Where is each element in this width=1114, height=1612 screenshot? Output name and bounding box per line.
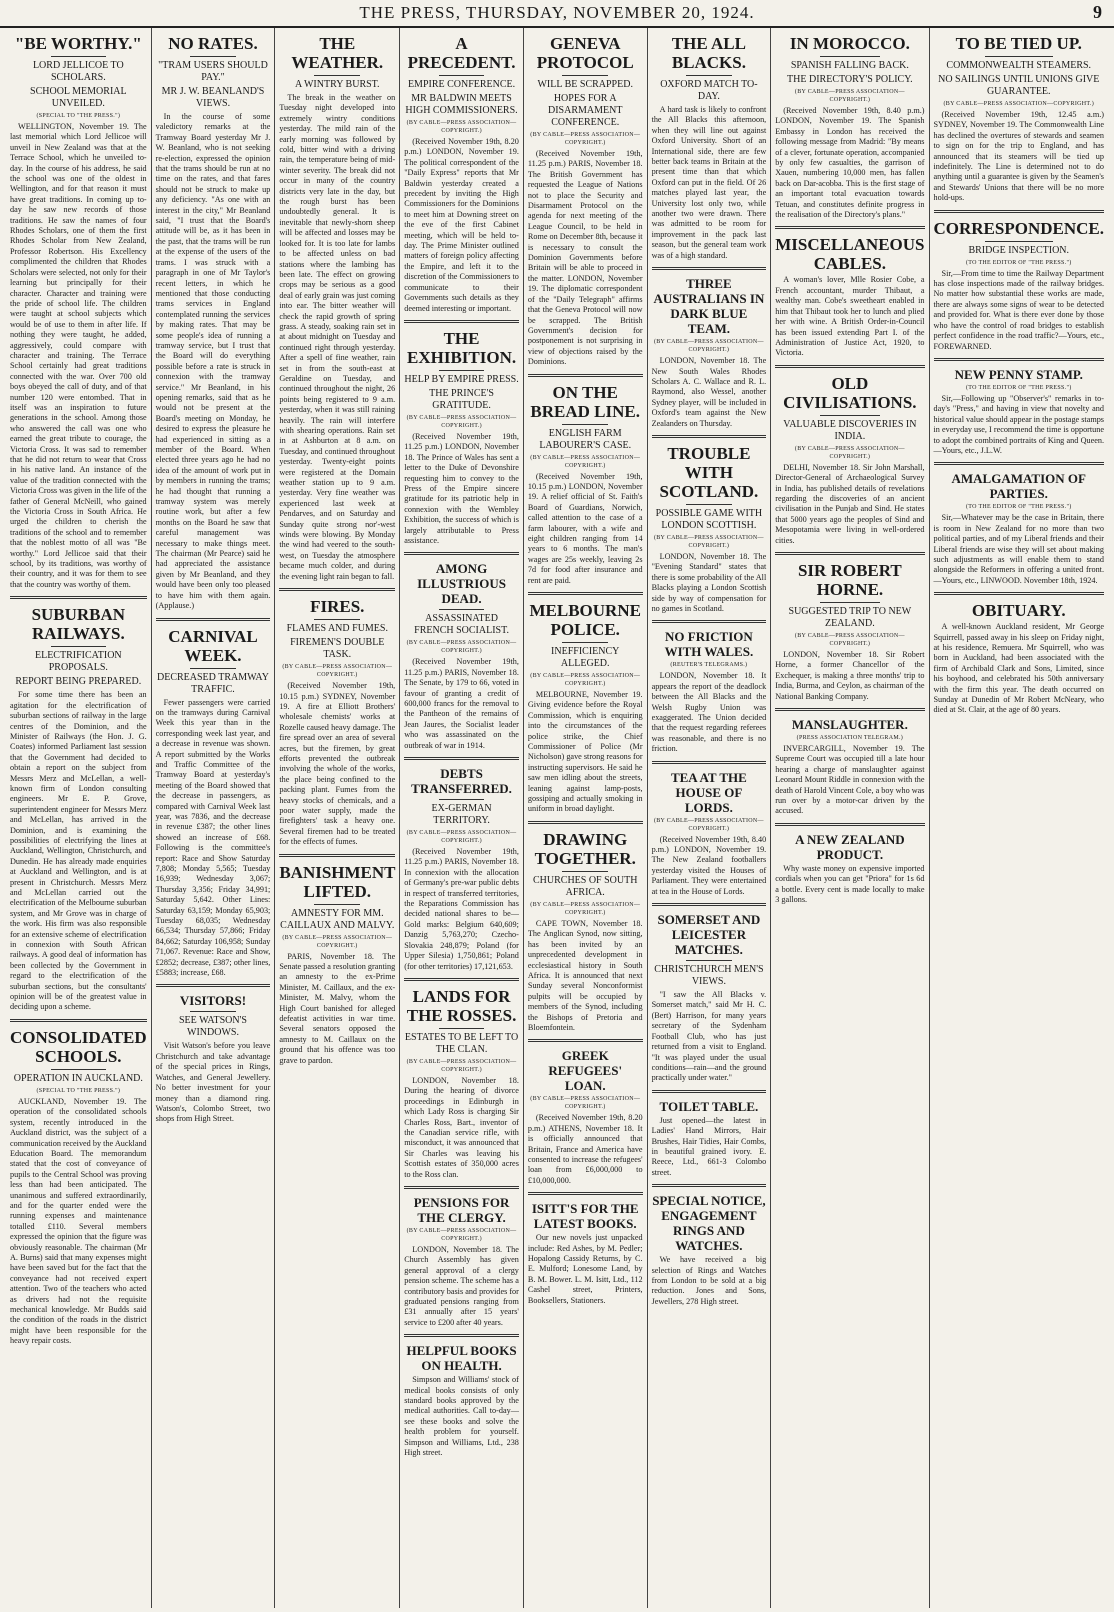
article bbox=[156, 993, 271, 1124]
headline-rule bbox=[985, 56, 1053, 57]
article bbox=[934, 219, 1105, 352]
article-body: LONDON, November 18. During the hearing of divorce proceedings in Edinburgh in which Lady Ross is charging Sir Charles Ross, Bart., inventor of the Canadian service rifle, with misconduct, it was announced that Sir Charles was leaving his Scottish estates of 350,000 acres to the Ross clan. bbox=[404, 1075, 519, 1179]
article bbox=[775, 34, 924, 220]
article-headline: SOMERSET AND LEICESTER MATCHES. bbox=[657, 912, 761, 958]
article-headline: NO RATES. bbox=[168, 34, 258, 53]
article bbox=[528, 1201, 643, 1306]
article-divider bbox=[528, 374, 643, 377]
article-body: LONDON, November 18. The "Evening Standard" states that there is some probability of the All Blacks playing a London Scottish side by way of compensation for no games in Scotland. bbox=[651, 551, 767, 613]
article-credit-line: (REUTER'S TELEGRAMS.) bbox=[670, 662, 748, 669]
article-headline: MELBOURNE POLICE. bbox=[529, 601, 641, 639]
article-subheading: ASSASSINATED FRENCH SOCIALIST. bbox=[414, 613, 509, 637]
article-headline: OBITUARY. bbox=[971, 601, 1066, 621]
article-headline: VISITORS! bbox=[179, 993, 247, 1009]
article-credit-line: (BY CABLE—PRESS ASSOCIATION—COPYRIGHT.) bbox=[530, 1096, 641, 1111]
article-headline: A NEW ZEALAND PRODUCT. bbox=[795, 831, 905, 862]
article-subheading-secondary: NO SAILINGS UNTIL UNIONS GIVE GUARANTEE. bbox=[938, 74, 1100, 97]
article-body: PARIS, November 18. The Senate passed a resolution granting an amnesty to the ex-Prime Minister, M. Caillaux, and the ex-Minister, M. Malvy, whom the High Court banished for alleged defeatist activities in war time. Several senators opposed the amnesty to M. Caillaux on the ground that his offence was too grave to pardon. bbox=[279, 951, 396, 1065]
article-body: Why waste money on expensive imported cordials when you can get "Priora" for 1s 6d a bottle. Every cent is made locally to make 3 gallons. bbox=[775, 863, 925, 905]
article-headline: "BE WORTHY." bbox=[14, 34, 142, 53]
headline-rule bbox=[51, 646, 106, 647]
article-divider bbox=[279, 588, 395, 591]
headline-rule bbox=[439, 1028, 485, 1029]
article bbox=[652, 276, 767, 429]
article-subheading: ESTATES TO BE LEFT TO THE CLAN. bbox=[404, 1031, 519, 1055]
article-credit-line: (SPECIAL TO "THE PRESS.") bbox=[36, 113, 121, 119]
article-divider bbox=[775, 708, 924, 711]
headline-rule bbox=[314, 619, 360, 620]
article-body: In the course of some valedictory remarks at the Tramway Board yesterday Mr J. W. Beanland, who is not seeking re-election, expressed the opinion that the trams should be run at no time on the rates, and that fares should not be struck to make up any deficiency. "As one with an interest in the city," Mr Beanland said, "I trust that the Board's attitude will be, as it has been in the past, that the trams will be run at the expense of the users of the trams. I was struck with a paragraph in one of Mr Taylor's recent letters, in which he mentioned that those conducting trams services in England contemplated running the services by making rates. That may be some people's idea of running a tramway service, but I trust that the Board will do everything possible before a rate is struck in connexion with the tramway service." Mr Beanland, in his opening remarks, said that as he would not be present at the Board's meeting on Monday, he desired to express the pleasure he had experienced in sitting as a member of the Board. When elected three years ago he had no idea of the amount of work put in by members in running the trams; he had thought that running a tramway system was merely routine work, but after a few months on the Board he saw that careful management was necessary to make things meet. The chairman (Mr Pearce) said he had appreciated the assistance given by Mr Beanland, and they would have been only too pleased to have him with them again. (Applause.) bbox=[155, 112, 271, 611]
article-subheading: AMNESTY FOR MM. CAILLAUX AND MALVY. bbox=[280, 907, 395, 931]
newspaper-columns bbox=[6, 28, 1108, 1608]
article-body: (Received November 19th, 8.40 p.m.) LONDON, November 19. The Spanish Embassy in London has received the following message from Madrid: "By means of a clever, fortunate operation, accompanied by only few casualties, the garrison of Xauen, numbering 10,000 men, has fallen back on Dar-acobba. This is the first stage of an important total evacuation towards Tetuan, and constitutes definite progress in the realisation of the Directory's plans." bbox=[775, 106, 925, 220]
article-divider bbox=[404, 1334, 519, 1337]
article-subheading: POSSIBLE GAME WITH LONDON SCOTTISH. bbox=[655, 507, 763, 531]
article-credit-line: (PRESS ASSOCIATION TELEGRAM.) bbox=[796, 735, 904, 741]
article bbox=[775, 374, 924, 546]
article-divider bbox=[934, 210, 1105, 213]
article-headline: AMALGAMATION OF PARTIES. bbox=[951, 471, 1086, 502]
article-headline: MANSLAUGHTER. bbox=[791, 717, 908, 732]
article-headline: TEA AT THE HOUSE OF LORDS. bbox=[670, 769, 747, 815]
article-headline: GREEK REFUGEES' LOAN. bbox=[548, 1048, 623, 1094]
article bbox=[652, 34, 767, 261]
article-subheading: LORD JELLICOE TO SCHOLARS. bbox=[32, 60, 124, 83]
article-divider bbox=[10, 596, 147, 599]
article-body: Sir,—From time to time the Railway Department has close inspections made of the railway bridges. No matter how substantial these works are made, there are always some signs of wear to be detected and provided for. What is there ever done by those who have the control of road bridges to establish perfect confidence in the road traffic?—Yours, etc., FOREWARNED. bbox=[933, 268, 1104, 351]
article bbox=[279, 863, 395, 1066]
article-credit-line: (BY CABLE—PRESS ASSOCIATION—COPYRIGHT.) bbox=[794, 89, 905, 103]
article bbox=[156, 34, 271, 612]
article bbox=[404, 1195, 519, 1328]
article-body: (Received November 19th, 11.25 p.m.) PARIS, November 18. The Senate, by 179 to 66, voted in favour of granting a credit of 600,000 francs for the removal to the Pantheon of the remains of Jean Jaures, the Socialist leader who was assassinated on the outbreak of war in 1914. bbox=[404, 657, 519, 750]
article-body: Sir,—Whatever may be the case in Britain, there is room in New Zealand for no more than two political parties, and of my Liberal friends and their Liberal friends are wise they will set about making such adjustments as will enable them to stand alongside the Reformers in offering a united front.—Yours, etc., LINWOOD. November 18th, 1924. bbox=[933, 513, 1104, 585]
headline-rule bbox=[439, 75, 485, 76]
article-divider bbox=[404, 1186, 519, 1189]
headline-rule bbox=[190, 1011, 236, 1012]
article-subheading: SEE WATSON'S WINDOWS. bbox=[178, 1015, 247, 1039]
column-7 bbox=[771, 28, 929, 1608]
headline-rule bbox=[439, 609, 485, 610]
article-body: Visit Watson's before you leave Christchurch and take advantage of the special prices in Rings, Watches, and General Jewellery. No better investment for your money than a diamond ring. Watson's, Colombo Street, two shops from High Street. bbox=[155, 1041, 271, 1124]
headline-rule bbox=[314, 75, 360, 76]
headline-rule bbox=[562, 424, 608, 425]
article bbox=[652, 629, 767, 754]
article-body: (Received November 19th, 12.45 a.m.) SYDNEY, November 19. The Commonwealth Line has declined the overtures of stewards and seamen to sign on for the trip to England, and has announced that its steamers will be tied up indefinitely. The Line is determined not to do anything until a guarantee is given by the Seamen's and Stewards' Unions that there will be no more hold-ups. bbox=[933, 110, 1104, 203]
article-divider bbox=[528, 592, 643, 595]
column-3 bbox=[275, 28, 400, 1608]
article-headline: OLD CIVILISATIONS. bbox=[783, 373, 917, 412]
article-subheading: COMMONWEALTH STEAMERS. bbox=[946, 60, 1092, 71]
article-subheading: A WINTRY BURST. bbox=[295, 79, 380, 90]
article-divider bbox=[775, 365, 924, 368]
article-divider bbox=[404, 757, 519, 760]
article-headline: LANDS FOR THE ROSSES. bbox=[406, 986, 517, 1025]
headline-rule bbox=[820, 56, 880, 57]
article-headline: BANISHMENT LIFTED. bbox=[279, 862, 396, 901]
article-credit-line: (BY CABLE—PRESS ASSOCIATION—COPYRIGHT.) bbox=[530, 673, 641, 687]
article-subheading: WILL BE SCRAPPED. bbox=[537, 79, 633, 90]
article bbox=[404, 1343, 519, 1458]
article-body: We have received a big selection of Rings and Watches from London to be sold at a big reduction. Jones and Sons, Jewellers, 278 High street. bbox=[651, 1255, 767, 1306]
article-credit-line: (BY CABLE—PRESS ASSOCIATION—COPYRIGHT.) bbox=[282, 664, 393, 679]
article-divider bbox=[10, 1019, 147, 1022]
article-divider bbox=[652, 1090, 767, 1093]
article-headline: CONSOLIDATED SCHOOLS. bbox=[10, 1027, 147, 1066]
article bbox=[279, 34, 395, 582]
headline-rule bbox=[51, 1069, 106, 1070]
article-body: AUCKLAND, November 19. The operation of the consolidated schools system, recently introduced in the Auckland district, was the subject of a communication received by the Auckland Education Board. The memorandum stated that the cost of conveyance of pupils to the Central School was proving less than had been anticipated. The unanimous and suffered extraordinarily, and for the quarter ended were the running expenses and maintenance totalled £110. Several members expressed the opinion that the figure was obviously reasonable. The chairman (Mr A. Burns) said that many expenses might have been saved but for the fact that the conveyance had not received expert attention. Two of the teachers who acted as drivers had not the requisite mechanical knowledge. Mr Budds said the condition of the roads in the district might have been responsible for the heavy repair costs. bbox=[10, 1096, 147, 1346]
article-credit-line: (BY CABLE—PRESS ASSOCIATION—COPYRIGHT.) bbox=[406, 414, 517, 429]
article-headline: THE EXHIBITION. bbox=[406, 328, 517, 367]
article-headline: GENEVA PROTOCOL bbox=[536, 34, 634, 72]
article-subheading: EX-GERMAN TERRITORY. bbox=[431, 803, 492, 827]
article bbox=[528, 830, 643, 1033]
article-headline: THE WEATHER. bbox=[291, 34, 384, 72]
article-divider bbox=[528, 1039, 643, 1042]
article-body: MELBOURNE, November 19. Giving evidence before the Royal Commission, which is enquiring into the circumstances of the police strike, the Chief Commissioner of Police (Mr Nicholson) gave strong reasons for instructing supervisors. He said he saw men idling about the streets, leaning against lamp-posts, gossiping and actually smoking in uniform in broad daylight. bbox=[527, 690, 643, 814]
article-divider bbox=[404, 552, 519, 555]
article-headline: SIR ROBERT HORNE. bbox=[797, 560, 902, 599]
article-credit-line: (BY CABLE—PRESS ASSOCIATION—COPYRIGHT.) bbox=[943, 101, 1095, 107]
article bbox=[652, 444, 767, 614]
article-body: Sir,—Following up "Observer's" remarks in to-day's "Press," and having in view that novelty and historical value should appear in the postage stamps in everyday use, I recommend the time is opportune to adopt the combined portraits of King and Queen.—Yours, etc., J.L.W. bbox=[933, 393, 1104, 455]
article-divider bbox=[934, 592, 1105, 595]
article-headline: FIRES. bbox=[310, 597, 365, 617]
article-body: LONDON, November 18. It appears the report of the deadlock between the All Blacks and the Welsh Rugby Union was exaggerated. The Union decided that the request regarding referees was reasonable, and there is no friction. bbox=[651, 671, 767, 754]
page-number: 9 bbox=[1093, 2, 1102, 22]
article-divider bbox=[652, 1184, 767, 1187]
article-divider bbox=[652, 903, 767, 906]
article-body: (Received November 19th, 8.40 p.m.) LONDON, November 19. The New Zealand footballers yesterday visited the Houses of Parliament. They were entertained at tea in the House of Lords. bbox=[651, 834, 767, 896]
article bbox=[934, 471, 1105, 586]
article-subheading: EMPIRE CONFERENCE. bbox=[407, 79, 516, 90]
article bbox=[404, 766, 519, 972]
column-4 bbox=[400, 28, 524, 1608]
article-headline: CARNIVAL WEEK. bbox=[168, 626, 258, 665]
article-divider bbox=[279, 854, 395, 857]
headline-rule bbox=[562, 642, 608, 643]
article-headline: IN MOROCCO. bbox=[789, 34, 910, 53]
article-divider bbox=[652, 267, 767, 270]
article-divider bbox=[934, 358, 1105, 361]
article-headline: TO BE TIED UP. bbox=[955, 34, 1082, 53]
article-divider bbox=[775, 226, 924, 229]
article-subheading-secondary: MR BALDWIN MEETS HIGH COMMISSIONERS. bbox=[405, 93, 518, 116]
article-headline: ON THE BREAD LINE. bbox=[530, 382, 641, 421]
article-credit-line: (BY CABLE—PRESS ASSOCIATION—COPYRIGHT.) bbox=[530, 132, 641, 146]
article bbox=[652, 912, 767, 1084]
article-body: WELLINGTON, November 19. The last memorial which Lord Jellicoe will unveil in New Zealand was that at the Terrace School, which he unveiled to-day. In the course of his address, he said the school was one of the oldest in Wellington, and for that reason it must have great traditions. In coming up to-day he saw new records of those traditions. He saw the names of four Rhodes Scholars, one of them the first Rhodes Scholar from New Zealand, Professor Robertson. His Excellency complimented the children that Rhodes Scholars were selected, not only for their learning but principally for their character. Character and training were the pride of school life. The children were taught at school subjects which would be of use to them in after life. If nothing they were taught, he added, aggressively, could compare with character and training. The Terrace School certainly had great traditions connected with the war. Over 700 old boys obeyed the call of duty, and of that number 120 were entombed. That in itself was an inspiration to future generations in the school. Among those who answered the call was one who earned the great tribute to courage, the Victoria Cross. It was sad to remember that he did not return to wear that Cross in his native land. An instance of the value of the tradition connected with the Victoria Cross was given in the life of the father of General McNeill, who gained the Victoria Cross in South Africa. He urged the children to cherish the traditions of the school and to remember that the noblest motto of all was "Be worthy." Lord Jellicoe said that their school, by its traditions, was worthy of their country, and it was for them to see that the country was worthy of them. bbox=[10, 122, 147, 589]
headline-rule bbox=[51, 56, 106, 57]
article bbox=[775, 235, 924, 358]
article bbox=[10, 605, 147, 1013]
article-headline: TROUBLE WITH SCOTLAND. bbox=[659, 443, 759, 501]
article bbox=[775, 561, 924, 702]
article-subheading: VALUABLE DISCOVERIES IN INDIA. bbox=[783, 418, 917, 442]
article-body: For some time there has been an agitation for the electrification of suburban sections of railway in the large centres of the Dominion, and the Minister of Railways (the Hon. J. G. Coates) informed Parliament last session that the Government had decided to obtain a report on the subject from Messrs Merz and McLellan, a well-known firm of London consulting engineers. Mr E. P. Grove, superintendent engineer for Messrs Merz and McLellan, has arrived in the Dominion, and is examining the possibilities of electrifying the lines at Auckland, Wellington, Christchurch, and Dunedin. He has already made enquiries at Auckland and Wellington, and is at present in Christchurch. Messrs Merz and McLellan carried out the electrification of the Melbourne suburban system, and Mr Grove was in charge of the work. His firm was also responsible for an extensive scheme of electrification in connexion with South African railways. A good deal of information has been collected by the Government in regard to the electrification of the suburban sections, but the consultants' opinion will be of the greatest value in deciding upon a scheme. bbox=[10, 690, 147, 1012]
article bbox=[10, 1028, 147, 1347]
article bbox=[934, 367, 1105, 456]
headline-rule bbox=[314, 904, 360, 905]
article-divider bbox=[652, 761, 767, 764]
article-divider bbox=[652, 620, 767, 623]
article-subheading-secondary: THE PRINCE'S GRATITUDE. bbox=[429, 387, 494, 411]
article-body: (Received November 19th, 11.25 p.m.) PARIS, November 18. In connexion with the allocation of Germany's pre-war public debts in respect of transferred territories, the Reparations Commission has decided national shares to be—Gold marks: Belgium 640,609; Danzig 5,763,270; Czecho-Slovakia 248,879; Poland (for Upper Silesia) 1,750,861; Poland (for other territories) 17,121,653. bbox=[404, 847, 519, 971]
article-credit-line: (TO THE EDITOR OF "THE PRESS.") bbox=[965, 259, 1072, 266]
article-divider bbox=[404, 320, 519, 323]
article-credit-line: (BY CABLE—PRESS ASSOCIATION—COPYRIGHT.) bbox=[406, 1058, 517, 1073]
article-body: A well-known Auckland resident, Mr George Squirrell, passed away in his sleep on Friday night, at his residence, Remuera. Mr Squirrell, who was born in Auckland, had been associated with the firm of Archibald Clark and Sons, Limited, since his boyhood, and celebrated his 50th anniversary with the firm this year. The death occurred on Sunday at Dunedin of Mr Robert McNeary, who died at St. Clair, at the age of 80 years. bbox=[933, 622, 1104, 715]
article-divider bbox=[775, 552, 924, 555]
article-subheading: SUGGESTED TRIP TO NEW ZEALAND. bbox=[788, 605, 912, 629]
article-divider bbox=[652, 435, 767, 438]
article-headline: NO FRICTION WITH WALES. bbox=[664, 629, 754, 660]
article-subheading: CHRISTCHURCH MEN'S VIEWS. bbox=[654, 964, 764, 988]
article-divider bbox=[934, 462, 1105, 465]
article-subheading: ELECTRIFICATION PROPOSALS. bbox=[34, 650, 122, 674]
article-subheading-secondary: HOPES FOR A DISARMAMENT CONFERENCE. bbox=[548, 93, 623, 128]
article-body: INVERCARGILL, November 19. The Supreme Court was occupied till a late hour hearing a charge of manslaughter against Leonard Mount Riddle in connexion with the death of Harold Vincent Cole, a boy who was run over by a motor-car driven by the accused. bbox=[775, 744, 925, 816]
article bbox=[156, 627, 271, 979]
headline-rule bbox=[190, 668, 236, 669]
article-body: Fewer passengers were carried on the tramways during Carnival Week this year than in the corresponding week last year, and a decrease in revenue was shown. A report submitted by the Works and Traffic Committee of the Tramway Board at yesterday's meeting of the Board showed that the decrease in passengers, as compared with Carnival Week last year, was 7836, and the decrease in revenue £387; the other lines showed an increase of £68. Following is the committee's report: Race and Show Saturday 7,808; Monday 5,565; Tuesday 16,939; Wednesday 3,067; Thursday 3,356; Friday 34,991; Saturday 5,642. Other Lines: Saturday 63,159; Monday 65,903; Tuesday 68,035; Wednesday 66,534; Thursday 57,866; Friday 84,662; Saturday 106,958; Sunday 71,067. Revenue: Race and Show, £2852; decrease, £387; other lines, £5883; increase, £68. bbox=[155, 697, 271, 978]
headline-rule bbox=[562, 75, 608, 76]
article-credit-line: (BY CABLE—PRESS ASSOCIATION—COPYRIGHT.) bbox=[794, 445, 905, 460]
article-subheading: OXFORD MATCH TO-DAY. bbox=[660, 79, 758, 102]
article-credit-line: (BY CABLE—PRESS ASSOCIATION—COPYRIGHT.) bbox=[282, 934, 393, 949]
article-divider bbox=[528, 1192, 643, 1195]
article-headline: TOILET TABLE. bbox=[659, 1098, 759, 1114]
headline-rule bbox=[439, 799, 485, 800]
headline-rule bbox=[820, 415, 880, 416]
article bbox=[652, 1099, 767, 1178]
article-body: (Received November 19th, 11.25 p.m.) LONDON, November 18. The Prince of Wales has sent a letter to the Duke of Devonshire requesting him to convey to the Press of the Empire sincere gratitude for its patriotic help in connexion with the Wembley Exhibition, the success of which is largely attributable to Press assistance. bbox=[404, 431, 519, 545]
headline-rule bbox=[686, 504, 732, 505]
article-divider bbox=[775, 823, 924, 826]
article-body: (Received November 19th, 8.20 p.m.) ATHENS, November 18. It is officially announced that Britain, France and America have consented to increase the refugees' loan from £6,000,000 to £10,000,000. bbox=[527, 1113, 643, 1185]
article-body: Our new novels just unpacked include: Red Ashes, by M. Pedler; Hopalong Cassidy Returns, by C. E. Mulford; Lonesome Land, by B. M. Bower. L. M. Isitt, Ltd., 112 Cashel street, Printers, Booksellers, Stationers. bbox=[527, 1233, 643, 1305]
article-body: DELHI, November 18. Sir John Marshall, Director-General of Archaeological Survey in India, has published details of revelations regarding the discoveries of an ancient civilisation in the Punjab and Sind. He states that 5000 years ago the peoples of Sind and Mesopotamia were living in well-ordered cities. bbox=[775, 462, 925, 545]
article-body: (Received November 19th, 11.25 p.m.) PARIS, November 18. The British Government has requested the League of Nations not to place the Security and Disarmament Protocol on the agenda for next meeting of the League Council, to be held in Rome on December 8th, because it is necessary to consult the Dominion Governments before Britain will be able to proceed in the matter. LONDON, November 19. The diplomatic correspondent of the "Daily Telegraph" affirms that the Geneva Protocol will now be scrapped. The British Government's decision for postponement is not surprising in view of objections raised by the Dominions. bbox=[527, 149, 643, 367]
article-subheading: "TRAM USERS SHOULD PAY." bbox=[158, 60, 268, 83]
article-credit-line: (TO THE EDITOR OF "THE PRESS.") bbox=[965, 504, 1072, 511]
article-body: LONDON, November 18. The Church Assembly has given general approval of a clergy pension scheme. The scheme has a contributory basis and provides for graduated pensions ranging from £31 annually after 15 years' service to £200 after 40 years. bbox=[404, 1244, 519, 1327]
article bbox=[652, 770, 767, 897]
article-credit-line: (BY CABLE—PRESS ASSOCIATION—COPYRIGHT.) bbox=[653, 339, 764, 354]
article-subheading: OPERATION IN AUCKLAND. bbox=[13, 1072, 143, 1084]
article-body: CAPE TOWN, November 18. The Anglican Synod, now sitting, has been invited by an unprecedented development in ecclesiastical history in South Africa. It is announced that next Sunday several Nonconformist pulpits will be occupied by members of the Synod, including the Bishops of Pretoria and Bloemfontein. bbox=[527, 918, 643, 1032]
article-body: The break in the weather on Tuesday night developed into extremely wintry conditions yesterday. The mild rain of the early morning was followed by cold, bitter wind with a driving rain, the temperature being of mid-winter severity. The break did not occur in many of the country districts very late in the day, but the rough burst has been undoubtedly general. It is inevitable that newly-shorn sheep will be affected and losses may be looked for. It is too late for lambs to be affected unless on bad stations where the lambing has been late. The effect on growing crops may be serious as a good deal of early grain was just coming into ear. The bitter weather will check the rapid growth of spring grass. A steady, soaking rain set in at about midnight on Tuesday and continued right through yesterday. After a spell of fine weather, rain set in from the south-east at Geraldine on Tuesday, and continued throughout the night, 26 points being registered to 9 a.m. yesterday, when it was still raining heavily. The rain will interfere with shearing operations. Rain set in at Ashburton at 8 a.m. on Tuesday, and continued throughout yesterday. Twenty-eight points were registered at the Domain weather station up to 9 a.m. yesterday. Very fine weather was experienced last week at Pendarves, and on Saturday and Sunday quite strong nor'-west winds were blowing. By Monday the wind had veered to the south-west, on Tuesday the atmosphere became much colder, and during the evening light rain began to fall. bbox=[279, 93, 396, 581]
article-headline: DRAWING TOGETHER. bbox=[534, 829, 636, 868]
article-body: LONDON, November 18. Sir Robert Horne, a former Chancellor of the Exchequer, is making a three months' trip to India, Burma, and Ceylon, as chairman of the National Banking Company. bbox=[775, 649, 925, 701]
article-credit-line: (BY CABLE—PRESS ASSOCIATION—COPYRIGHT.) bbox=[530, 901, 641, 916]
column-2 bbox=[152, 28, 276, 1608]
article-body: Simpson and Williams' stock of medical books consists of only standard books approved by the medical authorities. Call to-day—see these books and solve the health problem for yourself. Simpson and Williams, Ltd., 238 High street. bbox=[404, 1375, 519, 1458]
article-subheading: HELP BY EMPIRE PRESS. bbox=[404, 373, 519, 385]
article bbox=[528, 601, 643, 815]
article-credit-line: (BY CABLE—PRESS ASSOCIATION—COPYRIGHT.) bbox=[794, 632, 905, 647]
article-credit-line: (BY CABLE—PRESS ASSOCIATION—COPYRIGHT.) bbox=[653, 534, 764, 549]
article bbox=[775, 832, 924, 906]
article-subheading: FLAMES AND FUMES. bbox=[286, 623, 388, 635]
article-subheading-secondary: MR J. W. BEANLAND'S VIEWS. bbox=[161, 86, 265, 109]
article-subheading: BRIDGE INSPECTION. bbox=[968, 244, 1070, 256]
article-body: A hard task is likely to confront the All Blacks this afternoon, when they will line out against Oxford University. Short of an International side, there are few better back teams in Britain at the present time than that which Oxford can put in the field. Of 26 matches played last year, the University lost only two, while another two were drawn. There was admitted to be room for improvement in the pack last season, but the general team work was of a high standard. bbox=[651, 105, 767, 260]
headline-rule bbox=[686, 960, 732, 961]
headline-rule bbox=[439, 370, 485, 371]
masthead bbox=[0, 0, 1114, 28]
article bbox=[404, 329, 519, 546]
article bbox=[404, 34, 519, 314]
article-headline: AMONG ILLUSTRIOUS DEAD. bbox=[417, 561, 506, 607]
article-credit-line: (BY CABLE—PRESS ASSOCIATION—COPYRIGHT.) bbox=[406, 120, 517, 134]
article-subheading: ENGLISH FARM LABOURER'S CASE. bbox=[539, 427, 632, 451]
column-8 bbox=[930, 28, 1109, 1608]
article-headline: ISITT'S FOR THE LATEST BOOKS. bbox=[531, 1201, 639, 1232]
article-subheading-secondary: REPORT BEING PREPARED. bbox=[15, 676, 142, 688]
article-credit-line: (BY CABLE—PRESS ASSOCIATION—COPYRIGHT.) bbox=[653, 817, 764, 832]
article-credit-line: (BY CABLE—PRESS ASSOCIATION—COPYRIGHT.) bbox=[406, 830, 517, 845]
column-6 bbox=[648, 28, 772, 1608]
article-subheading: CHURCHES OF SOUTH AFRICA. bbox=[532, 874, 638, 898]
article-subheading-secondary: FIREMEN'S DOUBLE TASK. bbox=[290, 637, 385, 661]
article-headline: A PRECEDENT. bbox=[407, 34, 516, 72]
article-body: (Received November 19th, 10.15 p.m.) SYDNEY, November 19. A fire at Elliott Brothers' wholesale chemists' works at Rozelle caused heavy damage. The fire spread over an area of several acres, but the firemen, by great efforts prevented the outbreak involving the whole of the works, the place being confined to the packing plant. Fumes from the heavy stocks of chemicals, and a poor water supply, made the firefighters' task a heavy one. Several firemen had to be treated for the effects of fumes. bbox=[279, 681, 396, 847]
article bbox=[404, 561, 519, 751]
article bbox=[528, 383, 643, 586]
article-body: Just opened—the latest in Ladies' Hand Mirrors, Hair Brushes, Hair Tidies, Hair Combs, in beautiful grained ivory. E. Reece, Ltd., 661-3 Colombo street. bbox=[651, 1115, 767, 1177]
article-headline: THREE AUSTRALIANS IN DARK BLUE TEAM. bbox=[653, 276, 765, 337]
column-1 bbox=[6, 28, 152, 1608]
article bbox=[528, 1048, 643, 1186]
article-subheading: DECREASED TRAMWAY TRAFFIC. bbox=[157, 671, 269, 695]
article-headline: DEBTS TRANSFERRED. bbox=[411, 766, 512, 797]
article bbox=[10, 34, 147, 590]
article-subheading: SPANISH FALLING BACK. bbox=[790, 60, 909, 71]
article-credit-line: (TO THE EDITOR OF "THE PRESS.") bbox=[965, 384, 1072, 391]
article-subheading-secondary: THE DIRECTORY'S POLICY. bbox=[787, 74, 913, 85]
headline-rule bbox=[985, 241, 1053, 242]
article-divider bbox=[156, 984, 271, 987]
article-body: "I saw the All Blacks v. Somerset match," said Mr H. C. (Bert) Harrison, for many years secretary of the Sydenham Football Club, who has just returned from a visit to England. "It was played under the usual conditions—rain—and the ground practically under water." bbox=[651, 990, 767, 1083]
article-headline: PENSIONS FOR THE CLERGY. bbox=[413, 1194, 510, 1225]
article-divider bbox=[404, 978, 519, 981]
column-5 bbox=[524, 28, 648, 1608]
article-body: (Received November 19th, 8.20 p.m.) LONDON, November 19. The political correspondent of the "Daily Express" reports that Mr Baldwin yesterday created a precedent by inviting the High Commissioners for the Dominions to meet him at Downing street on the eve of the first Cabinet meeting, which will be held to-day. The Prime Minister outlined matters of foreign policy affecting the Empire, and left it to the discretion of the Commissioners to communicate to their Governments such details as they deemed interesting or important. bbox=[404, 137, 519, 313]
headline-rule bbox=[190, 56, 236, 57]
article-body: (Received November 19th, 10.15 p.m.) LONDON, November 19. A relief official of St. Faith's Board of Guardians, Norwich, called attention to the case of a farm labourer, with a wife and eight children ranging from 14 years to 6 months. The man's wages are 25s weekly, leaving 2s 7d for food after insurance and rent are paid. bbox=[527, 471, 643, 585]
article-body: LONDON, November 18. The New South Wales Rhodes Scholars A. C. Wallace and R. L. Raymond, also Wessel, another Sydney player, will be included in Oxford's team against the New Zealanders on Thursday. bbox=[651, 356, 767, 428]
article-headline: MISCELLANEOUS CABLES. bbox=[775, 235, 925, 274]
headline-rule bbox=[820, 602, 880, 603]
article-subheading: INEFFICIENCY ALLEGED. bbox=[551, 646, 620, 669]
article-headline: SUBURBAN RAILWAYS. bbox=[31, 605, 126, 644]
article-credit-line: (BY CABLE—PRESS ASSOCIATION—COPYRIGHT.) bbox=[406, 640, 517, 655]
article-headline: SPECIAL NOTICE, ENGAGEMENT RINGS AND WATCHES. bbox=[652, 1193, 766, 1254]
article-divider bbox=[528, 821, 643, 824]
article-subheading-secondary: SCHOOL MEMORIAL UNVEILED. bbox=[30, 86, 127, 109]
article bbox=[652, 1193, 767, 1307]
article-credit-line: (SPECIAL TO "THE PRESS.") bbox=[36, 1087, 121, 1094]
article-headline: HELPFUL BOOKS ON HEALTH. bbox=[406, 1343, 517, 1374]
article-credit-line: (BY CABLE—PRESS ASSOCIATION—COPYRIGHT.) bbox=[530, 454, 641, 469]
article bbox=[279, 597, 395, 848]
article-divider bbox=[156, 618, 271, 621]
headline-rule bbox=[562, 871, 608, 872]
article bbox=[404, 987, 519, 1180]
article-headline: NEW PENNY STAMP. bbox=[954, 366, 1083, 382]
newspaper-title: THE PRESS, THURSDAY, NOVEMBER 20, 1924. bbox=[359, 3, 755, 22]
article bbox=[528, 34, 643, 368]
article bbox=[934, 34, 1105, 204]
article-credit-line: (BY CABLE—PRESS ASSOCIATION—COPYRIGHT.) bbox=[406, 1227, 517, 1242]
headline-rule bbox=[686, 75, 732, 76]
article-body: A woman's lover, Mlle Rosier Cobe, a French accountant, murder Thibaut, a wealthy man. Cobe's sweetheart enabled in him that Thibaut took her to lunch and plied her with wine. A British Order-in-Council has been issued extending Part I. of the Administration of Justice Act, 1920, to Victoria. bbox=[775, 275, 925, 358]
article bbox=[934, 601, 1105, 716]
article bbox=[775, 717, 924, 817]
article-headline: THE ALL BLACKS. bbox=[671, 34, 746, 72]
article-headline: CORRESPONDENCE. bbox=[933, 218, 1104, 238]
